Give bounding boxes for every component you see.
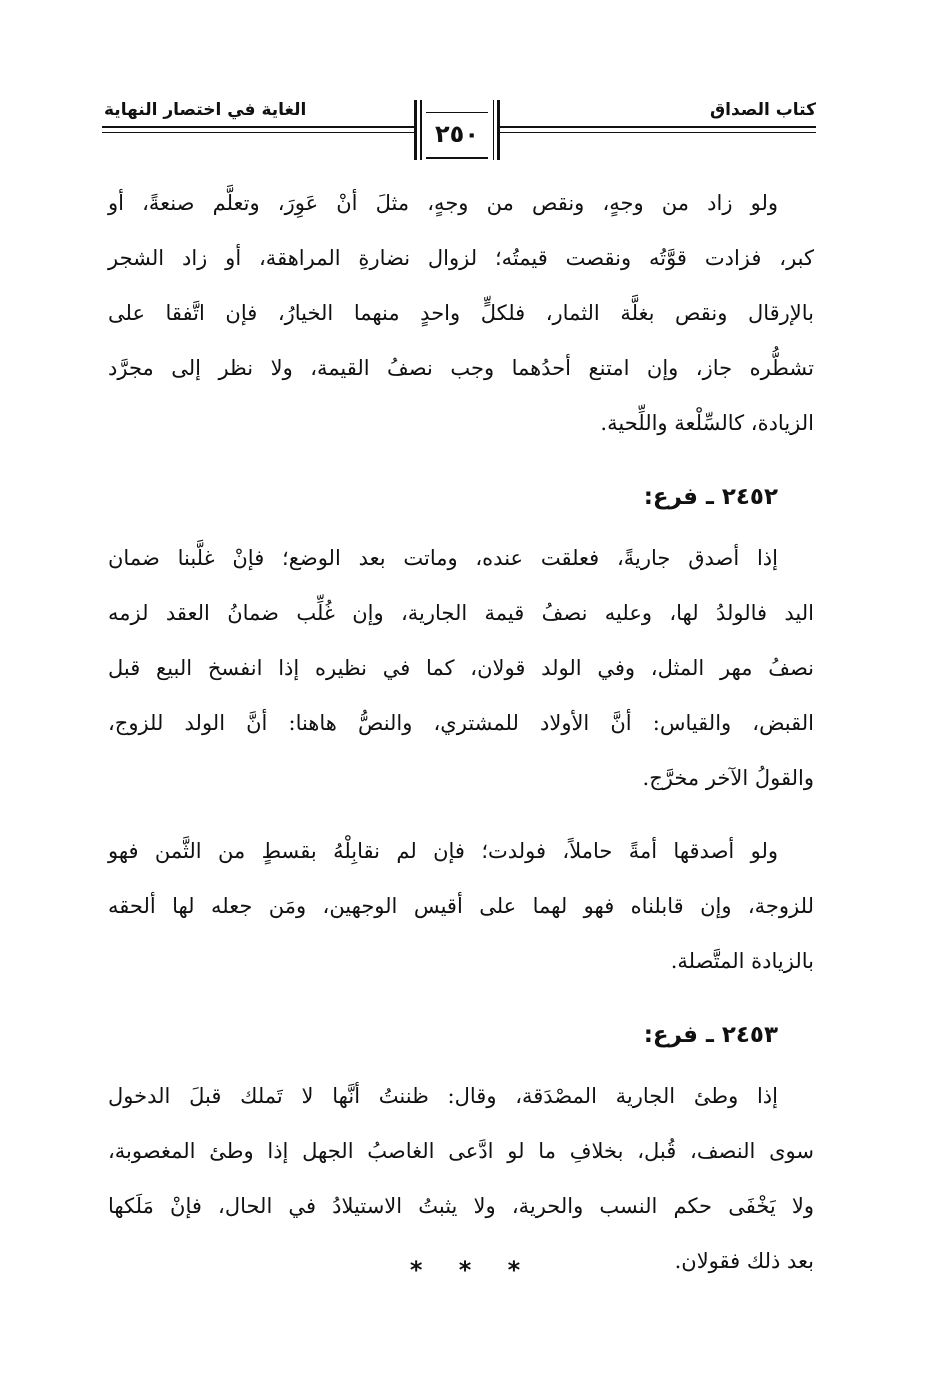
text-line: والقولُ الآخر مخرَّج.	[642, 766, 814, 790]
text-line: بالزيادة المتَّصلة.	[670, 949, 814, 973]
text-line: نصفُ مهر المثل، وفي الولد قولان، كما في نظيره إذا انفسخ البيع قبل	[108, 656, 814, 680]
section-end-ornament: * * *	[409, 1256, 535, 1284]
text-line: تشطُّره جاز، وإن امتنع أحدُهما وجب نصفُ القيمة، ولا نظر إلى مجرَّد	[108, 356, 814, 380]
text-line: اليد فالولدُ لها، وعليه نصفُ قيمة الجارية، وإن غُلِّب ضمانُ العقد لزمه	[108, 601, 814, 625]
section-heading: ٢٤٥٣ ـ فرع:	[643, 1022, 778, 1048]
text-line: بالإرقال ونقص بغلَّة الثمار، فلكلٍّ واحدٍ منهما الخيارُ، فإن اتَّفقا على	[108, 301, 814, 325]
page-header	[102, 86, 816, 166]
text-line: للزوجة، وإن قابلناه فهو لهما على أقيس الوجهين، ومَن جعله لها ألحقه	[108, 894, 814, 918]
section-heading: ٢٤٥٢ ـ فرع:	[643, 484, 778, 510]
frame-bar	[493, 100, 495, 160]
text-line: الزيادة، كالسِّلْعة واللِّحية.	[600, 411, 814, 435]
paragraph	[108, 176, 814, 451]
text-line: بعد ذلك فقولان.	[674, 1249, 814, 1273]
text-line: ولو زاد من وجهٍ، ونقص من وجهٍ، مثلَ أنْ عَوِرَ، وتعلَّم صنعةً، أو	[108, 191, 778, 215]
text-line: ولا يَخْفَى حكم النسب والحرية، ولا يثبتُ الاستيلادُ في الحال، فإنْ مَلَكها	[108, 1194, 814, 1218]
frame-bar	[420, 100, 422, 160]
header-rule-right	[500, 126, 816, 128]
paragraph	[108, 824, 814, 989]
text-line: القبض، والقياس: أنَّ الأولاد للمشتري، والنصُّ هاهنا: أنَّ الولد للزوج،	[108, 711, 814, 735]
paragraph-gap	[108, 806, 814, 824]
text-line: سوى النصف، قُبل، بخلافِ ما لو ادَّعى الغاصبُ الجهل إذا وطئ المغصوبة،	[108, 1139, 814, 1163]
header-rule-right-thin	[500, 132, 816, 133]
frame-bar	[497, 100, 500, 160]
page-number: ٢٥٠	[435, 120, 479, 148]
text-line: إذا أصدق جاريةً، فعلقت عنده، وماتت بعد الوضع؛ فإنْ غلَّبنا ضمان	[108, 546, 778, 570]
book-title: الغاية في اختصار النهاية	[104, 100, 307, 120]
header-rule-left	[102, 126, 414, 128]
page-body	[108, 176, 814, 1289]
text-line: إذا وطئ الجارية المصْدَقة، وقال: ظننتُ أنَّها لا تَملك قبلَ الدخول	[108, 1084, 778, 1108]
text-line: كبر، فزادت قوَّتُه ونقصت قيمتُه؛ لزوال نضارةِ المراهقة، أو زاد الشجر	[108, 246, 814, 270]
paragraph	[108, 531, 814, 806]
page-number-frame	[414, 96, 500, 158]
frame-bar	[414, 100, 417, 160]
header-rule-left-thin	[102, 132, 414, 133]
chapter-title: كتاب الصداق	[709, 100, 816, 120]
text-line: ولو أصدقها أمةً حاملاً، فولدت؛ فإن لم نقابِلْهُ بقسطٍ من الثَّمن فهو	[108, 839, 778, 863]
